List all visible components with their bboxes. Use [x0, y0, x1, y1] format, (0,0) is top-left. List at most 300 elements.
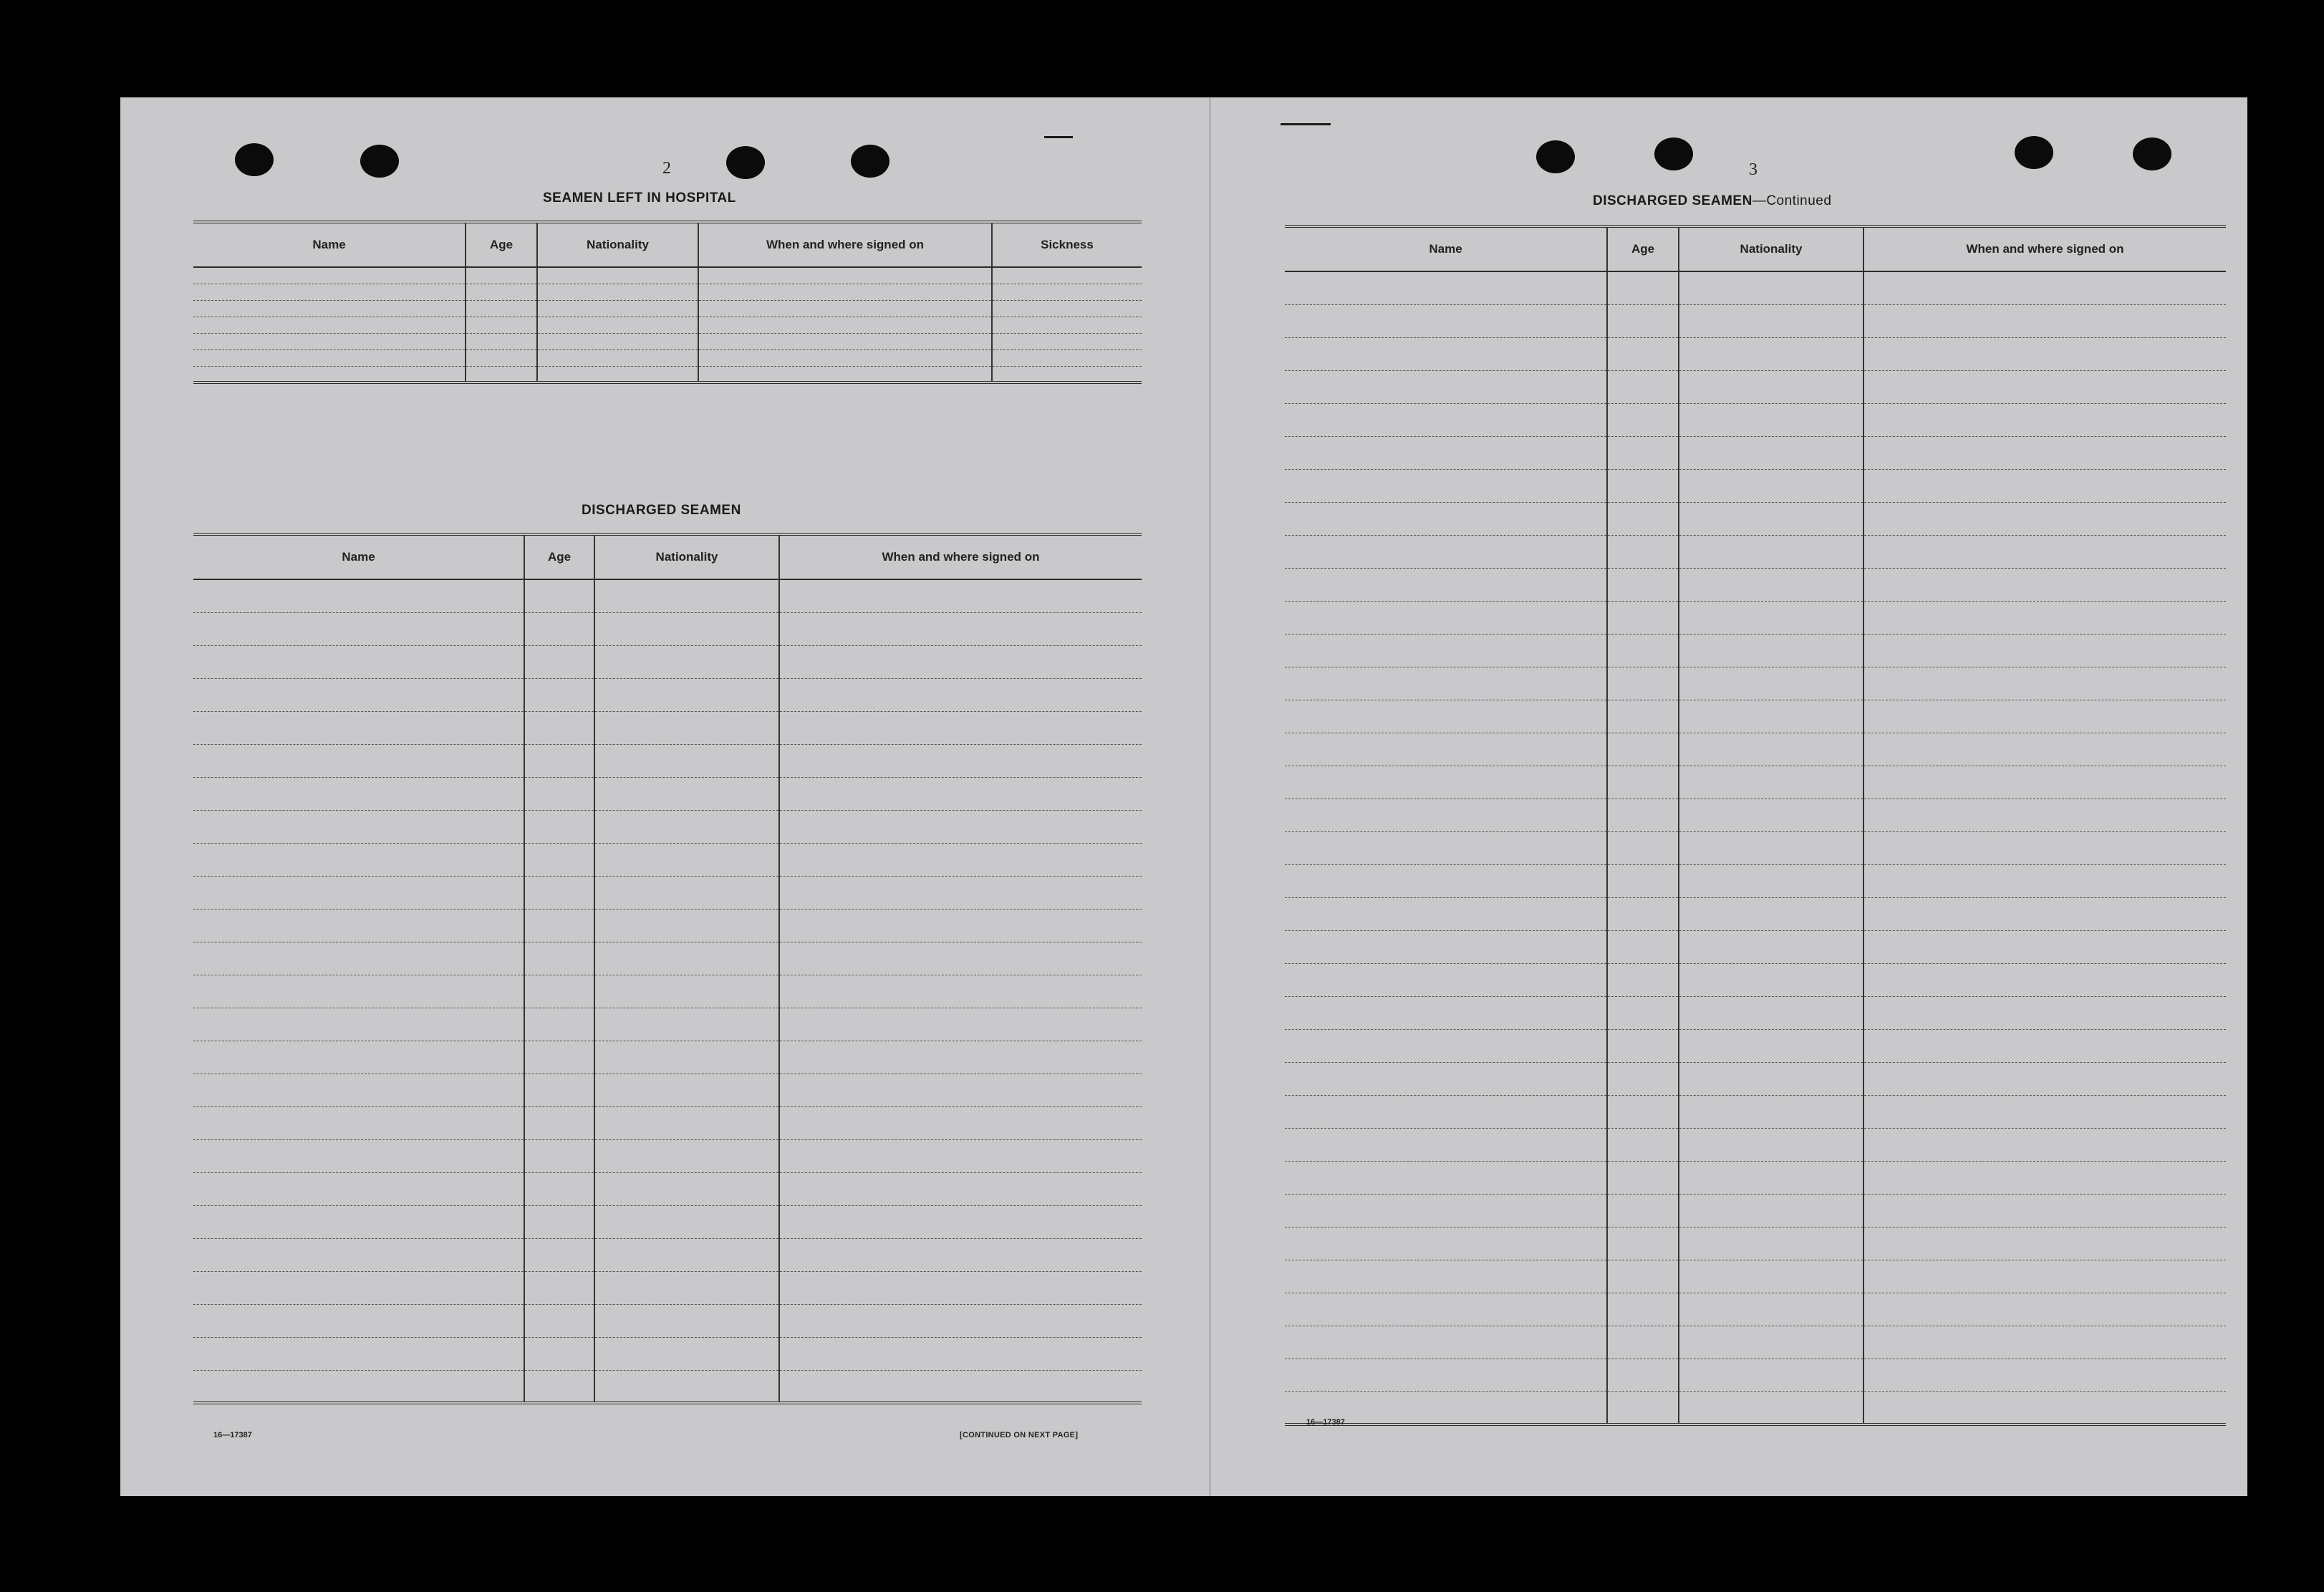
punch-hole [851, 145, 889, 178]
page-number-left: 2 [662, 159, 671, 178]
ink-mark [1044, 136, 1073, 138]
table-row [193, 942, 1142, 975]
table-row [193, 1238, 1142, 1271]
table-row [193, 1106, 1142, 1139]
blank-cell [1285, 930, 1607, 963]
blank-cell [466, 366, 537, 382]
blank-cell [1679, 1161, 1863, 1194]
table-row [1285, 864, 2226, 897]
blank-cell [193, 612, 524, 645]
document-sheet [120, 97, 2247, 1496]
blank-cell [1285, 1161, 1607, 1194]
table-row [193, 975, 1142, 1008]
blank-cell [992, 284, 1142, 300]
blank-cell [779, 1139, 1142, 1172]
blank-cell [1679, 535, 1863, 568]
table-row [1285, 1391, 2226, 1424]
column-header-sickness: Sickness [992, 222, 1142, 267]
blank-cell [779, 843, 1142, 876]
table-row [193, 300, 1142, 317]
blank-cell [594, 843, 779, 876]
blank-cell [1863, 1326, 2226, 1359]
blank-cell [1285, 337, 1607, 370]
blank-cell [594, 1271, 779, 1304]
blank-cell [1607, 403, 1679, 436]
blank-cell [524, 975, 594, 1008]
blank-cell [193, 579, 524, 612]
blank-cell [1607, 469, 1679, 502]
blank-cell [524, 612, 594, 645]
table-row [1285, 930, 2226, 963]
blank-cell [524, 1205, 594, 1238]
blank-cell [537, 317, 698, 333]
blank-cell [1679, 1194, 1863, 1227]
blank-cell [1607, 996, 1679, 1029]
blank-cell [594, 1074, 779, 1106]
blank-cell [193, 1139, 524, 1172]
blank-cell [1863, 304, 2226, 337]
blank-cell [1285, 1260, 1607, 1293]
blank-cell [779, 579, 1142, 612]
table-row [193, 1271, 1142, 1304]
column-header-name: Name [1285, 226, 1607, 271]
blank-cell [594, 1205, 779, 1238]
blank-cell [779, 1205, 1142, 1238]
table-row [1285, 700, 2226, 733]
blank-cell [594, 1139, 779, 1172]
table-row [193, 366, 1142, 382]
table-row [193, 645, 1142, 678]
blank-cell [1863, 1293, 2226, 1326]
blank-cell [779, 975, 1142, 1008]
blank-cell [1863, 337, 2226, 370]
blank-cell [524, 1304, 594, 1337]
blank-cell [1607, 1391, 1679, 1424]
blank-cell [537, 349, 698, 366]
blank-cell [193, 744, 524, 777]
blank-cell [594, 1238, 779, 1271]
blank-cell [1285, 766, 1607, 799]
blank-cell [1607, 700, 1679, 733]
blank-cell [524, 1238, 594, 1271]
page-fold [1209, 97, 1211, 1496]
blank-cell [1607, 601, 1679, 634]
blank-cell [193, 843, 524, 876]
blank-cell [594, 777, 779, 810]
table-row [1285, 469, 2226, 502]
table-row [193, 1337, 1142, 1370]
blank-cell [1679, 700, 1863, 733]
blank-cell [1285, 1095, 1607, 1128]
blank-cell [1285, 700, 1607, 733]
blank-cell [698, 267, 992, 284]
blank-cell [1607, 897, 1679, 930]
table-row [1285, 831, 2226, 864]
blank-cell [1863, 370, 2226, 403]
blank-cell [1679, 1095, 1863, 1128]
blank-cell [1863, 403, 2226, 436]
blank-cell [1607, 1194, 1679, 1227]
column-header-nationality: Nationality [537, 222, 698, 267]
column-header-signed-on: When and where signed on [1863, 226, 2226, 271]
blank-cell [524, 744, 594, 777]
blank-cell [1285, 733, 1607, 766]
table-row [193, 1074, 1142, 1106]
blank-cell [594, 909, 779, 942]
blank-cell [193, 300, 466, 317]
blank-cell [594, 975, 779, 1008]
blank-cell [1679, 1062, 1863, 1095]
blank-cell [1607, 634, 1679, 667]
blank-cell [1863, 1391, 2226, 1424]
blank-cell [1607, 864, 1679, 897]
blank-cell [1679, 370, 1863, 403]
blank-cell [193, 349, 466, 366]
blank-cell [524, 1074, 594, 1106]
blank-cell [537, 267, 698, 284]
blank-cell [1679, 1359, 1863, 1391]
blank-cell [1285, 271, 1607, 304]
blank-cell [1607, 1227, 1679, 1260]
blank-cell [779, 777, 1142, 810]
blank-cell [1863, 733, 2226, 766]
blank-cell [193, 317, 466, 333]
blank-cell [1285, 370, 1607, 403]
blank-cell [1285, 799, 1607, 831]
table-row [193, 876, 1142, 909]
blank-cell [1679, 930, 1863, 963]
table-row [1285, 733, 2226, 766]
blank-cell [1607, 1326, 1679, 1359]
ink-mark [1281, 123, 1331, 125]
blank-cell [1679, 1326, 1863, 1359]
blank-cell [1863, 799, 2226, 831]
blank-cell [1285, 1359, 1607, 1391]
section-title-discharged-continued [1593, 193, 1831, 209]
blank-cell [524, 843, 594, 876]
blank-cell [1679, 304, 1863, 337]
blank-cell [1863, 568, 2226, 601]
blank-cell [1863, 1359, 2226, 1391]
column-header-name: Name [193, 222, 466, 267]
blank-cell [1285, 502, 1607, 535]
blank-cell [524, 876, 594, 909]
blank-cell [1607, 766, 1679, 799]
blank-cell [1679, 601, 1863, 634]
blank-cell [1863, 1029, 2226, 1062]
blank-cell [992, 333, 1142, 349]
table-row [193, 744, 1142, 777]
blank-cell [1679, 733, 1863, 766]
blank-cell [524, 810, 594, 843]
blank-cell [594, 1172, 779, 1205]
table-row [1285, 337, 2226, 370]
punch-hole [235, 143, 274, 176]
form-number-right: 16—17387 [1306, 1418, 1345, 1427]
table-row [193, 678, 1142, 711]
blank-cell [594, 1106, 779, 1139]
blank-cell [779, 1238, 1142, 1271]
blank-cell [594, 876, 779, 909]
blank-cell [1679, 1227, 1863, 1260]
blank-cell [779, 876, 1142, 909]
blank-cell [1607, 667, 1679, 700]
blank-cell [524, 645, 594, 678]
table-row [193, 317, 1142, 333]
blank-cell [1863, 897, 2226, 930]
table-row [193, 711, 1142, 744]
column-header-age: Age [466, 222, 537, 267]
table-row [193, 267, 1142, 284]
blank-cell [1285, 1062, 1607, 1095]
blank-cell [1607, 502, 1679, 535]
blank-cell [1285, 963, 1607, 996]
blank-cell [1607, 436, 1679, 469]
blank-cell [1863, 1227, 2226, 1260]
blank-cell [193, 1008, 524, 1041]
blank-cell [1607, 370, 1679, 403]
blank-cell [193, 1172, 524, 1205]
blank-cell [524, 1370, 594, 1403]
table-row [1285, 304, 2226, 337]
table-row [193, 1041, 1142, 1074]
blank-cell [698, 284, 992, 300]
blank-cell [1863, 271, 2226, 304]
blank-cell [698, 317, 992, 333]
blank-cell [1863, 634, 2226, 667]
blank-cell [1679, 766, 1863, 799]
blank-cell [193, 267, 466, 284]
table-row [1285, 1326, 2226, 1359]
form-number-left: 16—17387 [213, 1431, 252, 1439]
blank-cell [1285, 568, 1607, 601]
blank-cell [779, 1074, 1142, 1106]
blank-cell [594, 942, 779, 975]
blank-cell [1607, 1293, 1679, 1326]
blank-cell [1285, 996, 1607, 1029]
table-row [193, 579, 1142, 612]
blank-cell [1607, 1095, 1679, 1128]
blank-cell [193, 678, 524, 711]
blank-cell [1679, 799, 1863, 831]
table-row [1285, 1227, 2226, 1260]
blank-cell [1607, 963, 1679, 996]
blank-cell [1679, 436, 1863, 469]
blank-cell [1285, 1029, 1607, 1062]
hospital-table [193, 221, 1142, 384]
blank-cell [193, 645, 524, 678]
blank-cell [1607, 1359, 1679, 1391]
blank-cell [1679, 963, 1863, 996]
table-row [193, 284, 1142, 300]
blank-cell [466, 284, 537, 300]
blank-cell [594, 1008, 779, 1041]
blank-cell [1607, 535, 1679, 568]
table-row [193, 843, 1142, 876]
blank-cell [524, 1139, 594, 1172]
blank-cell [594, 1370, 779, 1403]
blank-cell [1679, 271, 1863, 304]
blank-cell [193, 909, 524, 942]
blank-cell [193, 1370, 524, 1403]
blank-cell [1607, 1062, 1679, 1095]
blank-cell [779, 1271, 1142, 1304]
blank-cell [537, 284, 698, 300]
blank-cell [193, 1337, 524, 1370]
blank-cell [524, 909, 594, 942]
blank-cell [779, 645, 1142, 678]
blank-cell [1679, 897, 1863, 930]
blank-cell [1607, 337, 1679, 370]
blank-cell [992, 317, 1142, 333]
blank-cell [779, 744, 1142, 777]
blank-cell [1863, 1095, 2226, 1128]
blank-cell [1285, 831, 1607, 864]
blank-cell [1679, 1391, 1863, 1424]
blank-cell [594, 744, 779, 777]
blank-cell [594, 1304, 779, 1337]
blank-cell [1285, 469, 1607, 502]
column-header-signed-on: When and where signed on [698, 222, 992, 267]
table-row [1285, 1359, 2226, 1391]
blank-cell [1285, 897, 1607, 930]
blank-cell [1607, 733, 1679, 766]
blank-cell [193, 1271, 524, 1304]
blank-cell [779, 612, 1142, 645]
table-row [1285, 535, 2226, 568]
blank-cell [524, 777, 594, 810]
blank-cell [193, 1205, 524, 1238]
blank-cell [1679, 403, 1863, 436]
blank-cell [1607, 930, 1679, 963]
discharged-continued-table [1285, 225, 2226, 1426]
table-row [193, 349, 1142, 366]
table-row [193, 1205, 1142, 1238]
blank-cell [1863, 996, 2226, 1029]
blank-cell [1679, 1293, 1863, 1326]
blank-cell [1285, 1227, 1607, 1260]
column-header-nationality: Nationality [1679, 226, 1863, 271]
blank-cell [779, 1337, 1142, 1370]
blank-cell [466, 317, 537, 333]
blank-cell [698, 300, 992, 317]
blank-cell [193, 366, 466, 382]
blank-cell [1679, 864, 1863, 897]
blank-cell [1863, 667, 2226, 700]
section-title-discharged: DISCHARGED SEAMEN [582, 503, 741, 518]
blank-cell [1863, 700, 2226, 733]
table-row [1285, 897, 2226, 930]
blank-cell [1679, 634, 1863, 667]
blank-cell [1679, 502, 1863, 535]
blank-cell [1607, 568, 1679, 601]
table-row [193, 810, 1142, 843]
blank-cell [1863, 502, 2226, 535]
blank-cell [1607, 799, 1679, 831]
blank-cell [779, 1106, 1142, 1139]
blank-cell [1863, 1260, 2226, 1293]
blank-cell [193, 810, 524, 843]
table-row [1285, 1095, 2226, 1128]
table-row [1285, 1194, 2226, 1227]
table-row [1285, 271, 2226, 304]
blank-cell [524, 1041, 594, 1074]
blank-cell [698, 333, 992, 349]
blank-cell [779, 1304, 1142, 1337]
table-row [1285, 1062, 2226, 1095]
table-row [1285, 502, 2226, 535]
blank-cell [1607, 304, 1679, 337]
table-row [193, 1172, 1142, 1205]
blank-cell [594, 1337, 779, 1370]
blank-cell [1607, 831, 1679, 864]
table-row [193, 333, 1142, 349]
blank-cell [1285, 634, 1607, 667]
title-text: DISCHARGED SEAMEN [1593, 193, 1752, 208]
blank-cell [1679, 996, 1863, 1029]
blank-cell [524, 579, 594, 612]
discharged-table [193, 533, 1142, 1404]
blank-cell [1285, 601, 1607, 634]
blank-cell [594, 810, 779, 843]
blank-cell [193, 1106, 524, 1139]
table-row [1285, 601, 2226, 634]
table-row [193, 1139, 1142, 1172]
blank-cell [779, 1008, 1142, 1041]
blank-cell [779, 1370, 1142, 1403]
punch-hole [2133, 138, 2171, 170]
punch-hole [1654, 138, 1693, 170]
blank-cell [524, 1008, 594, 1041]
blank-cell [1863, 436, 2226, 469]
blank-cell [1285, 535, 1607, 568]
blank-cell [594, 612, 779, 645]
blank-cell [537, 333, 698, 349]
column-header-age: Age [1607, 226, 1679, 271]
blank-cell [1285, 436, 1607, 469]
blank-cell [193, 1304, 524, 1337]
blank-cell [193, 333, 466, 349]
blank-cell [537, 366, 698, 382]
blank-cell [193, 876, 524, 909]
table-row [1285, 766, 2226, 799]
blank-cell [1863, 469, 2226, 502]
blank-cell [537, 300, 698, 317]
blank-cell [1679, 1128, 1863, 1161]
table-row [1285, 963, 2226, 996]
blank-cell [779, 909, 1142, 942]
blank-cell [1285, 1293, 1607, 1326]
blank-cell [698, 366, 992, 382]
blank-cell [466, 267, 537, 284]
blank-cell [1863, 1161, 2226, 1194]
blank-cell [1863, 831, 2226, 864]
table-row [1285, 1161, 2226, 1194]
blank-cell [193, 1238, 524, 1271]
continued-note: [CONTINUED ON NEXT PAGE] [960, 1431, 1079, 1439]
table-row [1285, 799, 2226, 831]
blank-cell [1679, 469, 1863, 502]
column-header-age: Age [524, 534, 594, 579]
blank-cell [524, 942, 594, 975]
table-row [1285, 996, 2226, 1029]
blank-cell [779, 810, 1142, 843]
blank-cell [524, 1172, 594, 1205]
blank-cell [1607, 1260, 1679, 1293]
title-suffix: —Continued [1752, 193, 1832, 208]
table-row [193, 1008, 1142, 1041]
blank-cell [466, 333, 537, 349]
